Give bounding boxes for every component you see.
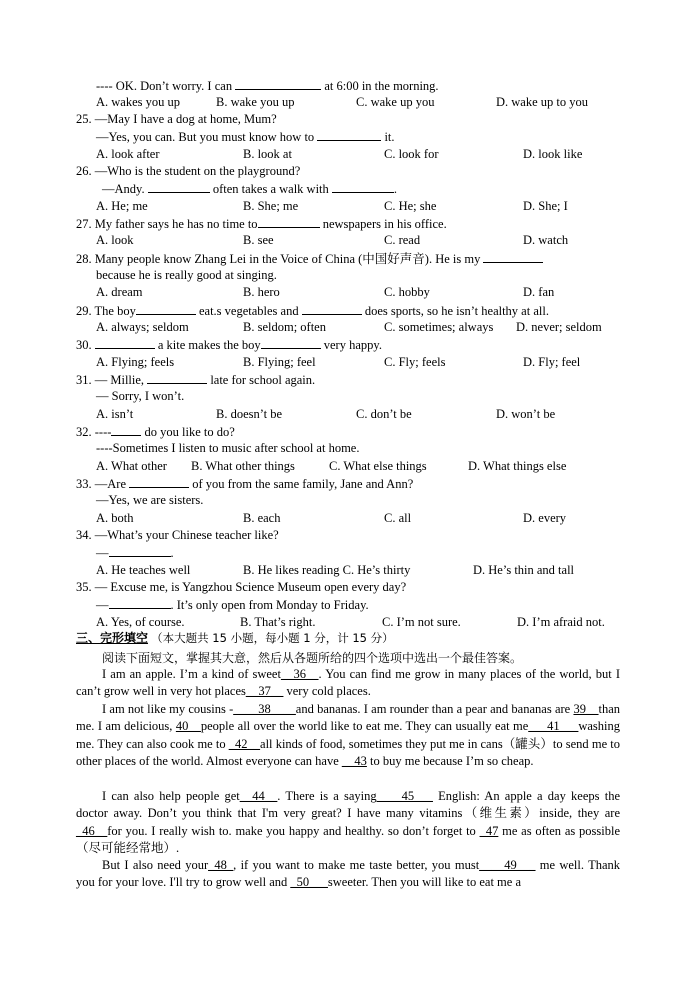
q28-option-a: A. dream xyxy=(96,285,143,299)
q29-stem: 29. The boy eat.s vegetables and does sports, so he isn’t healthy at all. xyxy=(76,304,549,318)
cloze-blank-45: ____45___ xyxy=(376,789,433,803)
q32-reply: ----Sometimes I listen to music after school at home. xyxy=(96,441,360,455)
q25-option-b: B. look at xyxy=(243,147,292,161)
cloze-blank-39: 39__ xyxy=(573,702,599,716)
q35-option-b: B. That’s right. xyxy=(240,615,316,629)
q27-stem: 27. My father says he has no time to newspapers in his office. xyxy=(76,217,447,231)
answer-blank xyxy=(261,337,321,349)
q35-option-a: A. Yes, of course. xyxy=(96,615,185,629)
answer-blank xyxy=(111,424,141,436)
q26-option-c: C. He; she xyxy=(384,199,437,213)
q24-option-d: D. wake up to you xyxy=(496,95,588,109)
q33-option-c: C. all xyxy=(384,511,412,525)
answer-blank xyxy=(302,303,362,315)
q35-option-d: D. I’m afraid not. xyxy=(517,615,605,629)
q33-option-b: B. each xyxy=(243,511,281,525)
q34-option-d: D. He’s thin and tall xyxy=(473,563,575,577)
answer-blank xyxy=(317,129,381,141)
passage-paragraph-1: I am an apple. I’m a kind of sweet__36__. You can find me grow in many places of the world, but I can’t grow well in very hot places__37__ very cold places. xyxy=(76,667,620,699)
q24-option-c: C. wake up you xyxy=(356,95,435,109)
q25-option-d: D. look like xyxy=(523,147,583,161)
passage-paragraph-2: I am not like my cousins -____38____and bananas. I am rounder than a pear and bananas are 39__than me. I am delicious, 40__people all over the world like to eat me. They can usually eat me___41___washing me. They can also cook me to _42__all kinds of food, sometimes they put me in cans（罐头）to send me to other places of the world. Almost everyone can have __43 to buy me because I’m so cheap. xyxy=(76,702,620,769)
cloze-blank-43: __43 xyxy=(341,754,367,769)
q26-option-b: B. She; me xyxy=(243,199,299,213)
q26-option-a: A. He; me xyxy=(96,199,148,213)
q26-reply: —Andy. often takes a walk with . xyxy=(102,182,398,196)
cloze-blank-46: _46__ xyxy=(76,823,108,838)
q33-option-d: D. every xyxy=(523,511,567,525)
cloze-blank-41: ___41___ xyxy=(528,719,579,734)
q28-stem-cont: because he is really good at singing. xyxy=(96,268,277,282)
cloze-blank-37: __37__ xyxy=(245,684,284,699)
cloze-blank-36: __36__ xyxy=(280,667,319,681)
cloze-blank-47: _47 xyxy=(479,823,499,838)
q29-option-b: B. seldom; often xyxy=(243,320,326,334)
passage-paragraph-3: I can also help people get__44__. There is a saying____45___ English: An apple a day keeps the doctor away. Don’t you think that I'm very great? I have many vitamins（维生素）inside, they are _46__for you. I really wish to. make you happy and healthy. so don’t forget to _47 me as often as possible（尽可能经常地）. xyxy=(76,789,620,856)
answer-blank xyxy=(148,181,210,193)
q33-option-a: A. both xyxy=(96,511,134,525)
q30-option-d: D. Fly; feel xyxy=(523,355,581,369)
answer-blank xyxy=(136,303,196,315)
q31-reply: — Sorry, I won’t. xyxy=(96,389,185,403)
q31-stem: 31. — Millie, late for school again. xyxy=(76,373,316,387)
q32-option-c: C. What else things xyxy=(329,459,427,473)
answer-blank xyxy=(109,545,171,557)
q34-option-a: A. He teaches well xyxy=(96,563,191,577)
q33-stem: 33. —Are of you from the same family, Jane and Ann? xyxy=(76,477,414,491)
q31-option-d: D. won’t be xyxy=(496,407,556,421)
answer-blank xyxy=(95,337,155,349)
q32-option-b: B. What other things xyxy=(191,459,295,473)
section-directions: 阅读下面短文，掌握其大意，然后从各题所给的四个选项中选出一个最佳答案。 xyxy=(102,651,523,665)
section-heading xyxy=(76,631,394,646)
q35-reply: — . It’s only open from Monday to Friday. xyxy=(96,598,369,612)
answer-blank xyxy=(109,597,171,609)
q28-stem: 28. Many people know Zhang Lei in the Voice of China (中国好声音). He is my xyxy=(76,251,543,267)
q27-option-c: C. read xyxy=(384,233,421,247)
cloze-blank-40: 40__ xyxy=(175,719,201,734)
cloze-blank-50: _50___ xyxy=(290,875,328,890)
q34-option-b: B. He likes reading C. He’s thirty xyxy=(243,563,411,577)
q25-option-a: A. look after xyxy=(96,147,160,161)
q27-option-b: B. see xyxy=(243,233,274,247)
q34-reply: — . xyxy=(96,546,174,560)
q24-option-b: B. wake you up xyxy=(216,95,295,109)
q34-stem: 34. —What’s your Chinese teacher like? xyxy=(76,528,279,542)
q28-option-c: C. hobby xyxy=(384,285,430,299)
q33-reply: —Yes, we are sisters. xyxy=(96,493,204,507)
q26-stem: 26. —Who is the student on the playground? xyxy=(76,164,301,178)
q27-option-d: D. watch xyxy=(523,233,569,247)
cloze-blank-44: __44__ xyxy=(239,789,278,803)
cloze-blank-49: ____49___ xyxy=(479,858,536,872)
q30-option-a: A. Flying; feels xyxy=(96,355,175,369)
answer-blank xyxy=(235,78,321,90)
q25-option-c: C. look for xyxy=(384,147,439,161)
q35-option-c: C. I’m not sure. xyxy=(382,615,461,629)
q32-option-a: A. What other xyxy=(96,459,167,473)
answer-blank xyxy=(147,372,207,384)
q29-option-a: A. always; seldom xyxy=(96,320,189,334)
section-note: （本大题共 15 小题，每小题 1 分，计 15 分） xyxy=(151,631,394,645)
q27-option-a: A. look xyxy=(96,233,134,247)
q28-option-d: D. fan xyxy=(523,285,555,299)
answer-blank xyxy=(258,216,320,228)
q32-stem: 32. ---- do you like to do? xyxy=(76,425,235,439)
section-title: 三、完形填空 xyxy=(76,631,149,645)
q30-option-c: C. Fly; feels xyxy=(384,355,446,369)
answer-blank xyxy=(129,476,189,488)
q24-option-a: A. wakes you up xyxy=(96,95,181,109)
q31-option-c: C. don’t be xyxy=(356,407,412,421)
q25-stem: 25. —May I have a dog at home, Mum? xyxy=(76,112,277,126)
cloze-blank-38: ____38____ xyxy=(233,702,296,716)
q32-option-d: D. What things else xyxy=(468,459,567,473)
q30-option-b: B. Flying; feel xyxy=(243,355,316,369)
q28-option-b: B. hero xyxy=(243,285,280,299)
q29-option-c: C. sometimes; always xyxy=(384,320,494,334)
q30-stem: 30. a kite makes the boy very happy. xyxy=(76,338,382,352)
q25-reply: —Yes, you can. But you must know how to it. xyxy=(96,130,395,144)
q35-stem: 35. — Excuse me, is Yangzhou Science Museum open every day? xyxy=(76,580,407,594)
cloze-blank-42: _42__ xyxy=(228,736,261,751)
q24-stem: ---- OK. Don’t worry. I can at 6:00 in the morning. xyxy=(96,79,439,93)
q26-option-d: D. She; I xyxy=(523,199,568,213)
passage-paragraph-4: But I also need your_48_, if you want to make me taste better, you must____49___ me well. Thank you for your love. I'll try to grow well and _50___sweeter. Then you will like to eat me a xyxy=(76,858,621,890)
q29-option-d: D. never; seldom xyxy=(516,320,602,334)
answer-blank xyxy=(332,181,394,193)
q31-option-b: B. doesn’t be xyxy=(216,407,283,421)
answer-blank xyxy=(483,251,543,263)
cloze-blank-48: _48_ xyxy=(208,858,234,872)
q31-option-a: A. isn’t xyxy=(96,407,134,421)
